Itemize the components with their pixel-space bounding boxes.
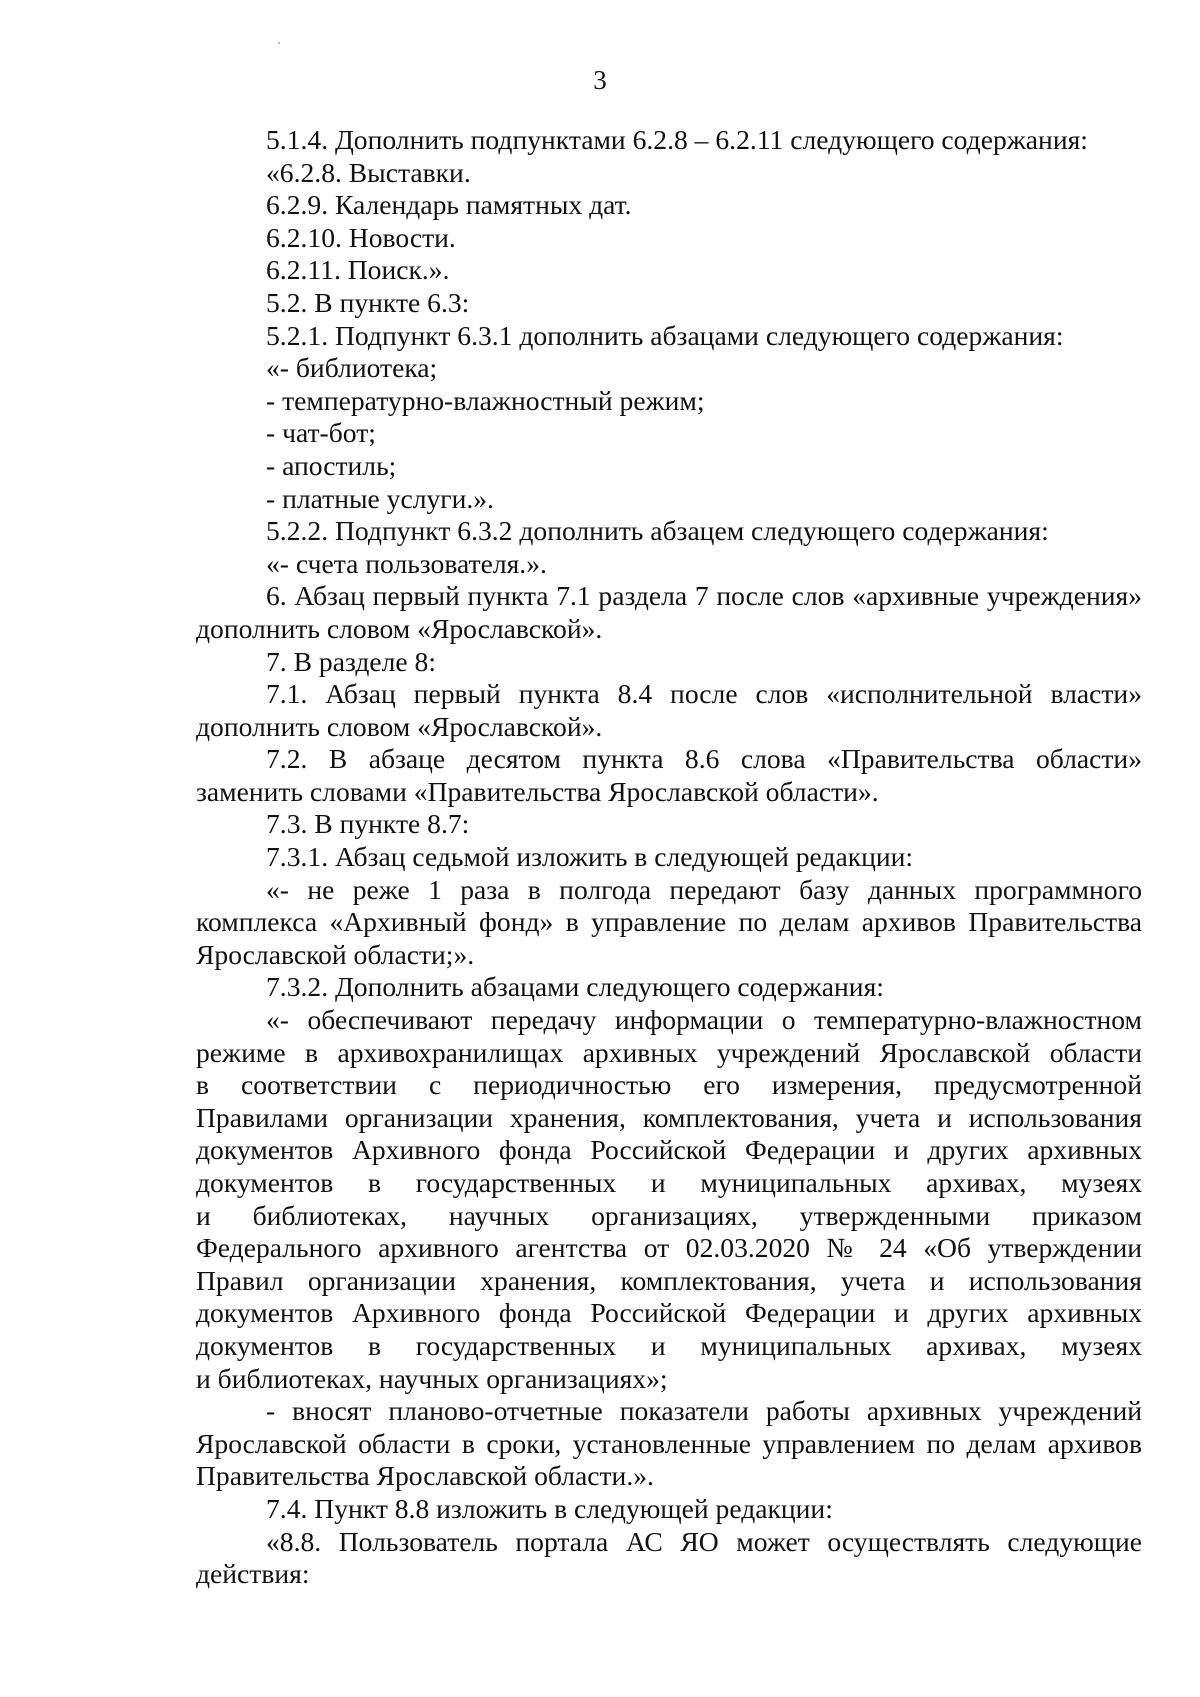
text-line: документов в государственных и муниципальных архивах, музеях <box>196 1329 1142 1361</box>
text-line: - температурно-влажностный режим; <box>266 384 705 416</box>
text-line: 5.2.1. Подпункт 6.3.1 дополнить абзацами следующего содержания: <box>266 319 1064 351</box>
text-line: 7.3.2. Дополнить абзацами следующего содержания: <box>266 971 884 1003</box>
text-line: документов Архивного фонда Российской Федерации и других архивных <box>196 1134 1142 1166</box>
text-line: «- библиотека; <box>266 352 438 384</box>
text-line: «- обеспечивают передачу информации о температурно-влажностном <box>266 1004 1142 1036</box>
document-body <box>196 124 1142 1591</box>
text-line: «8.8. Пользователь портала АС ЯО может осуществлять следующие <box>266 1525 1142 1557</box>
text-line: заменить словами «Правительства Ярославской области». <box>196 775 879 807</box>
text-line: - чат-бот; <box>266 417 376 449</box>
text-line: 6.2.10. Новости. <box>266 221 456 253</box>
text-line: и библиотеках, научных организациях»; <box>196 1362 668 1394</box>
text-line: режиме в архивохранилищах архивных учреждений Ярославской области <box>196 1036 1142 1068</box>
text-line: документов Архивного фонда Российской Федерации и других архивных <box>196 1297 1142 1329</box>
text-line: 5.2. В пункте 6.3: <box>266 286 470 318</box>
text-line: 6.2.11. Поиск.». <box>266 254 450 286</box>
text-line: «- не реже 1 раза в полгода передают базу данных программного <box>266 873 1142 905</box>
text-line: 7.1. Абзац первый пункта 8.4 после слов «исполнительной власти» <box>266 678 1142 710</box>
text-line: Федерального архивного агентства от 02.03.2020 № 24 «Об утверждении <box>196 1232 1142 1264</box>
text-line: 5.1.4. Дополнить подпунктами 6.2.8 – 6.2.11 следующего содержания: <box>266 124 1088 155</box>
page-number: 3 <box>593 65 607 95</box>
text-line: 5.2.2. Подпункт 6.3.2 дополнить абзацем следующего содержания: <box>266 515 1049 547</box>
text-line: комплекса «Архивный фонд» в управление по делам архивов Правительства <box>196 906 1142 938</box>
text-line: 7. В разделе 8: <box>266 645 437 677</box>
text-line: 7.4. Пункт 8.8 изложить в следующей редакции: <box>266 1492 833 1524</box>
text-line: 7.2. В абзаце десятом пункта 8.6 слова «Правительства области» <box>266 743 1142 775</box>
scan-speck <box>278 42 280 44</box>
text-line: Правилами организации хранения, комплектования, учета и использования <box>196 1101 1142 1133</box>
text-line: в соответствии с периодичностью его измерения, предусмотренной <box>196 1069 1142 1101</box>
text-line: 7.3. В пункте 8.7: <box>266 808 470 840</box>
text-line: и библиотеках, научных организациях, утвержденными приказом <box>196 1199 1142 1231</box>
text-line: «6.2.8. Выставки. <box>266 156 471 188</box>
text-line: - апостиль; <box>266 449 397 481</box>
text-line: Правительства Ярославской области.». <box>196 1460 654 1492</box>
text-line: 6. Абзац первый пункта 7.1 раздела 7 после слов «архивные учреждения» <box>266 580 1142 612</box>
text-line: Правил организации хранения, комплектования, учета и использования <box>196 1264 1142 1296</box>
text-line: действия: <box>196 1558 310 1590</box>
text-line: «- счета пользователя.». <box>266 547 547 579</box>
text-line: Ярославской области в сроки, установленные управлением по делам архивов <box>196 1427 1142 1459</box>
text-line: дополнить словом «Ярославской». <box>196 710 603 742</box>
text-line: документов в государственных и муниципальных архивах, музеях <box>196 1167 1142 1198</box>
text-line: 7.3.1. Абзац седьмой изложить в следующей редакции: <box>266 841 914 873</box>
text-line: - платные услуги.». <box>266 482 494 514</box>
text-line: дополнить словом «Ярославской». <box>196 612 603 644</box>
text-line: - вносят планово-отчетные показатели работы архивных учреждений <box>266 1395 1142 1427</box>
text-line: Ярославской области;». <box>196 938 475 970</box>
text-line: 6.2.9. Календарь памятных дат. <box>266 189 632 221</box>
